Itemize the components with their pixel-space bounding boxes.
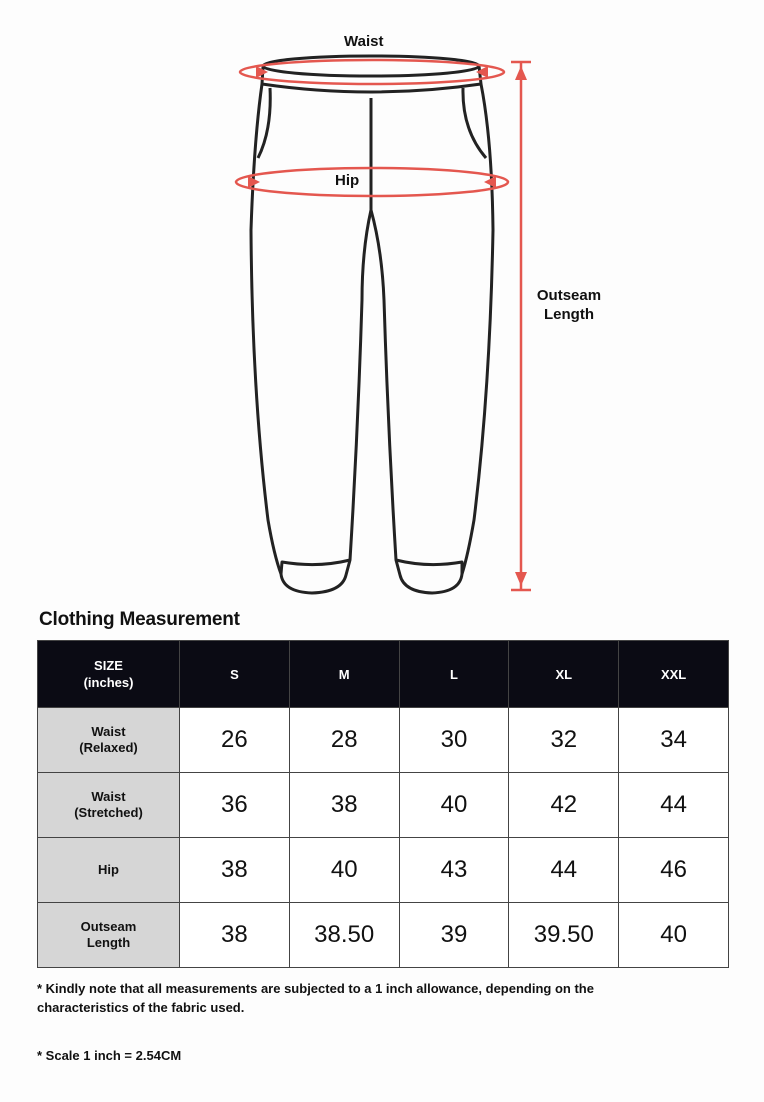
table-cell: 36	[180, 773, 290, 838]
table-cell: 40	[619, 903, 729, 968]
table-cell: 43	[399, 838, 509, 903]
size-header-xl: XL	[509, 641, 619, 708]
size-header-xxl: XXL	[619, 641, 729, 708]
table-row	[38, 773, 729, 838]
size-header-m: M	[289, 641, 399, 708]
row-label-waist-stretched	[38, 773, 180, 838]
row-label-outseam-length	[38, 903, 180, 968]
row-label-line2: (Relaxed)	[79, 740, 138, 755]
table-cell: 40	[399, 773, 509, 838]
row-label-waist-relaxed	[38, 708, 180, 773]
size-header-l: L	[399, 641, 509, 708]
table-row	[38, 838, 729, 903]
size-header-s: S	[180, 641, 290, 708]
row-label-line1: Waist	[91, 789, 126, 804]
allowance-note: * Kindly note that all measurements are subjected to a 1 inch allowance, depending on the characteristics of the fabric used.	[37, 981, 594, 1015]
table-row	[38, 903, 729, 968]
table-cell: 28	[289, 708, 399, 773]
hip-label: Hip	[335, 172, 360, 189]
row-label-line1: Waist	[91, 724, 126, 739]
table-cell: 26	[180, 708, 290, 773]
waist-label: Waist	[344, 33, 384, 50]
table-cell: 44	[619, 773, 729, 838]
table-cell: 34	[619, 708, 729, 773]
size-header-line2: (inches)	[83, 675, 134, 690]
table-cell: 39.50	[509, 903, 619, 968]
table-cell: 40	[289, 838, 399, 903]
table-cell: 46	[619, 838, 729, 903]
outseam-label-line2: Length	[544, 306, 594, 323]
table-cell: 32	[509, 708, 619, 773]
row-label-line2: (Stretched)	[74, 805, 143, 820]
scale-note: * Scale 1 inch = 2.54CM	[37, 1048, 182, 1063]
row-label-line1: Hip	[98, 862, 119, 877]
size-header-line1: SIZE	[94, 658, 123, 673]
table-cell: 38	[180, 903, 290, 968]
row-label-hip	[38, 838, 180, 903]
table-cell: 30	[399, 708, 509, 773]
outseam-label-line1: Outseam	[536, 287, 602, 304]
table-cell: 39	[399, 903, 509, 968]
row-label-line1: Outseam	[80, 919, 137, 934]
table-cell: 38	[180, 838, 290, 903]
size-chart-table	[37, 640, 729, 968]
table-cell: 44	[509, 838, 619, 903]
table-title: Clothing Measurement	[39, 609, 240, 630]
header-row	[38, 641, 729, 708]
table-cell: 42	[509, 773, 619, 838]
table-row	[38, 708, 729, 773]
size-header-cell	[38, 641, 180, 708]
table-cell: 38.50	[289, 903, 399, 968]
row-label-line2: Length	[86, 935, 131, 950]
table-cell: 38	[289, 773, 399, 838]
outseam-label	[534, 286, 604, 324]
